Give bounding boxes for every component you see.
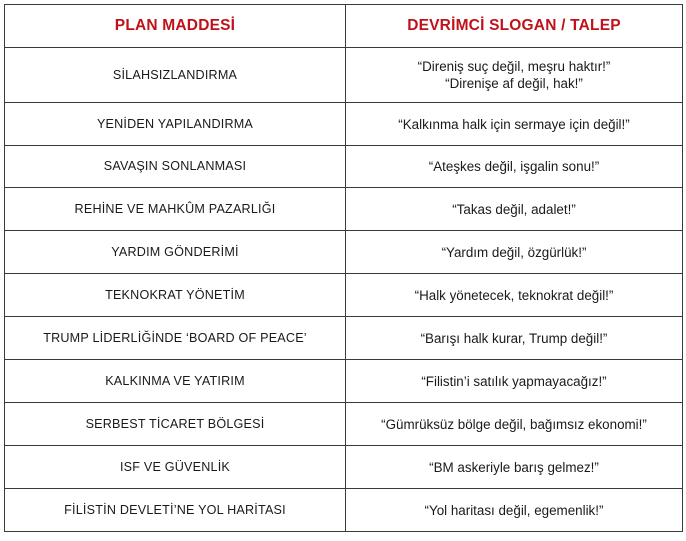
table-row — [5, 103, 683, 146]
table-body — [5, 48, 683, 532]
plan-item-cell: SİLAHSIZLANDIRMA — [5, 48, 346, 103]
slogan-table-container — [4, 4, 682, 532]
slogan-text: “Yol haritası değil, egemenlik!” — [424, 502, 604, 518]
plan-item-cell: KALKINMA VE YATIRIM — [5, 360, 346, 403]
table-row — [5, 317, 683, 360]
plan-item-cell: SAVAŞIN SONLANMASI — [5, 146, 346, 188]
plan-item-cell: TRUMP LİDERLİĞİNDE ‘BOARD OF PEACE’ — [5, 317, 346, 360]
slogan-cell — [346, 403, 683, 446]
plan-item-cell: REHİNE VE MAHKÛM PAZARLIĞI — [5, 188, 346, 231]
plan-item-cell: ISF VE GÜVENLİK — [5, 446, 346, 489]
slogan-cell — [346, 188, 683, 231]
table-row — [5, 360, 683, 403]
table-row — [5, 403, 683, 446]
header-plan-maddesi: PLAN MADDESİ — [5, 5, 346, 48]
plan-item-cell: YARDIM GÖNDERİMİ — [5, 231, 346, 274]
table-header-row — [5, 5, 683, 48]
slogan-text: “Direnişe af değil, hak!” — [445, 76, 583, 91]
slogan-cell — [346, 446, 683, 489]
slogan-text: “Takas değil, adalet!” — [452, 201, 576, 217]
slogan-cell — [346, 489, 683, 532]
slogan-cell — [346, 231, 683, 274]
slogan-text: “Yardım değil, özgürlük!” — [441, 244, 587, 260]
slogan-text: “Halk yönetecek, teknokrat değil!” — [414, 287, 614, 303]
slogan-text: “Gümrüksüz bölge değil, bağımsız ekonomi!” — [381, 416, 647, 432]
header-devrimci-slogan: DEVRİMCİ SLOGAN / TALEP — [346, 5, 683, 48]
slogan-text: “Filistin’i satılık yapmayacağız!” — [421, 373, 607, 389]
slogan-text: “Kalkınma halk için sermaye için değil!” — [398, 116, 630, 132]
slogan-cell — [346, 274, 683, 317]
table-row — [5, 446, 683, 489]
table-row — [5, 146, 683, 188]
slogan-cell — [346, 317, 683, 360]
table-row — [5, 489, 683, 532]
plan-item-cell: FİLİSTİN DEVLETİ’NE YOL HARİTASI — [5, 489, 346, 532]
table-row — [5, 48, 683, 103]
slogan-cell — [346, 146, 683, 188]
slogan-text: “BM askeriyle barış gelmez!” — [429, 459, 599, 475]
table-row — [5, 231, 683, 274]
plan-slogan-table — [4, 4, 683, 532]
slogan-text: “Ateşkes değil, işgalin sonu!” — [428, 159, 600, 174]
table-row — [5, 274, 683, 317]
slogan-text: “Direniş suç değil, meşru haktır!” — [417, 59, 611, 74]
slogan-cell — [346, 48, 683, 103]
slogan-cell — [346, 103, 683, 146]
plan-item-cell: TEKNOKRAT YÖNETİM — [5, 274, 346, 317]
slogan-text: “Barışı halk kurar, Trump değil!” — [420, 330, 608, 346]
plan-item-cell: YENİDEN YAPILANDIRMA — [5, 103, 346, 146]
slogan-cell — [346, 360, 683, 403]
table-row — [5, 188, 683, 231]
plan-item-cell: SERBEST TİCARET BÖLGESİ — [5, 403, 346, 446]
